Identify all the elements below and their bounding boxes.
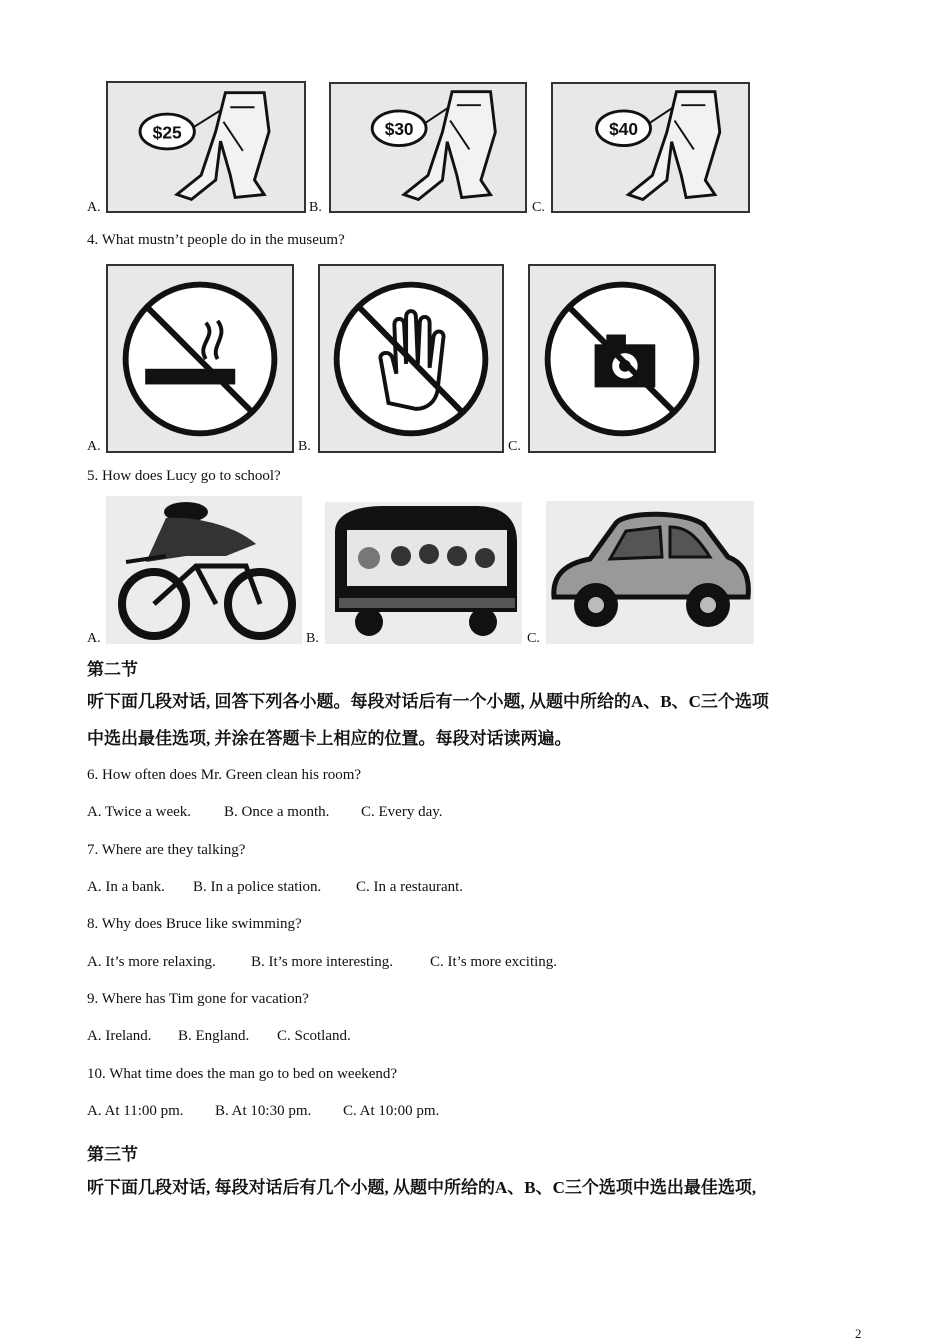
jeans-price-tag-icon	[553, 84, 748, 211]
price-label: $25	[152, 122, 182, 143]
question-9-option-b[interactable]: B. England.	[178, 1028, 250, 1044]
q4-option-a-letter: A.	[87, 439, 101, 454]
price-label: $40	[609, 118, 638, 139]
section2-instruction-line2: 中选出最佳选项, 并涂在答题卡上相应的位置。每段对话读两遍。	[87, 729, 572, 748]
q5-option-b-letter: B.	[306, 631, 319, 646]
question-10-option-a[interactable]: A. At 11:00 pm.	[87, 1103, 184, 1119]
q5-option-b-image[interactable]	[325, 502, 522, 644]
question-8-option-c[interactable]: C. It’s more exciting.	[430, 954, 558, 970]
q4-option-b-image[interactable]	[318, 264, 504, 453]
question-10-option-b[interactable]: B. At 10:30 pm.	[215, 1103, 312, 1119]
q5-option-a-image[interactable]	[106, 496, 302, 644]
question-9-option-a[interactable]: A. Ireland.	[87, 1028, 152, 1044]
bus-icon	[325, 502, 522, 644]
q5-text: 5. How does Lucy go to school?	[87, 468, 281, 484]
q3-option-c-letter: C.	[532, 200, 545, 215]
q5-option-c-image[interactable]	[546, 501, 754, 644]
q4-option-a-image[interactable]	[106, 264, 294, 453]
q5-option-c-letter: C.	[527, 631, 540, 646]
page-number: 2	[855, 1326, 862, 1341]
question-8-option-b[interactable]: B. It’s more interesting.	[251, 954, 394, 970]
cyclist-icon	[106, 496, 302, 644]
no-touching-icon	[320, 266, 502, 451]
question-10-option-c[interactable]: C. At 10:00 pm.	[343, 1103, 440, 1119]
price-label: $30	[384, 118, 414, 139]
q3-option-b-image[interactable]	[329, 82, 527, 213]
question-6-option-c[interactable]: C. Every day.	[361, 804, 443, 820]
question-8-option-a[interactable]: A. It’s more relaxing.	[87, 954, 216, 970]
q4-option-b-letter: B.	[298, 439, 311, 454]
question-7-text: 7. Where are they talking?	[87, 842, 246, 858]
question-7-option-b[interactable]: B. In a police station.	[193, 879, 322, 895]
question-9-text: 9. Where has Tim gone for vacation?	[87, 991, 309, 1007]
question-10-text: 10. What time does the man go to bed on weekend?	[87, 1066, 398, 1082]
car-icon	[546, 501, 754, 644]
q3-option-b-letter: B.	[309, 200, 322, 215]
section2-instruction-line1: 听下面几段对话, 回答下列各小题。每段对话后有一个小题, 从题中所给的A、B、C三个选项	[87, 692, 769, 711]
jeans-price-tag-icon	[331, 84, 525, 211]
q4-text: 4. What mustn’t people do in the museum?	[87, 232, 345, 248]
q3-option-a-letter: A.	[87, 200, 101, 215]
section3-title: 第三节	[87, 1145, 138, 1164]
q4-option-c-letter: C.	[508, 439, 521, 454]
no-photography-icon	[530, 266, 714, 451]
no-smoking-icon	[108, 266, 292, 451]
question-8-text: 8. Why does Bruce like swimming?	[87, 916, 302, 932]
question-7-option-c[interactable]: C. In a restaurant.	[356, 879, 464, 895]
jeans-price-tag-icon	[108, 83, 304, 211]
question-9-option-c[interactable]: C. Scotland.	[277, 1028, 351, 1044]
question-6-option-a[interactable]: A. Twice a week.	[87, 804, 192, 820]
question-7-option-a[interactable]: A. In a bank.	[87, 879, 165, 895]
q5-option-a-letter: A.	[87, 631, 101, 646]
q4-option-c-image[interactable]	[528, 264, 716, 453]
section2-title: 第二节	[87, 660, 138, 679]
q3-option-a-image[interactable]	[106, 81, 306, 213]
q3-option-c-image[interactable]	[551, 82, 750, 213]
question-6-text: 6. How often does Mr. Green clean his room?	[87, 767, 362, 783]
section3-instruction-line1: 听下面几段对话, 每段对话后有几个小题, 从题中所给的A、B、C三个选项中选出最佳选项,	[87, 1178, 757, 1197]
question-6-option-b[interactable]: B. Once a month.	[224, 804, 330, 820]
